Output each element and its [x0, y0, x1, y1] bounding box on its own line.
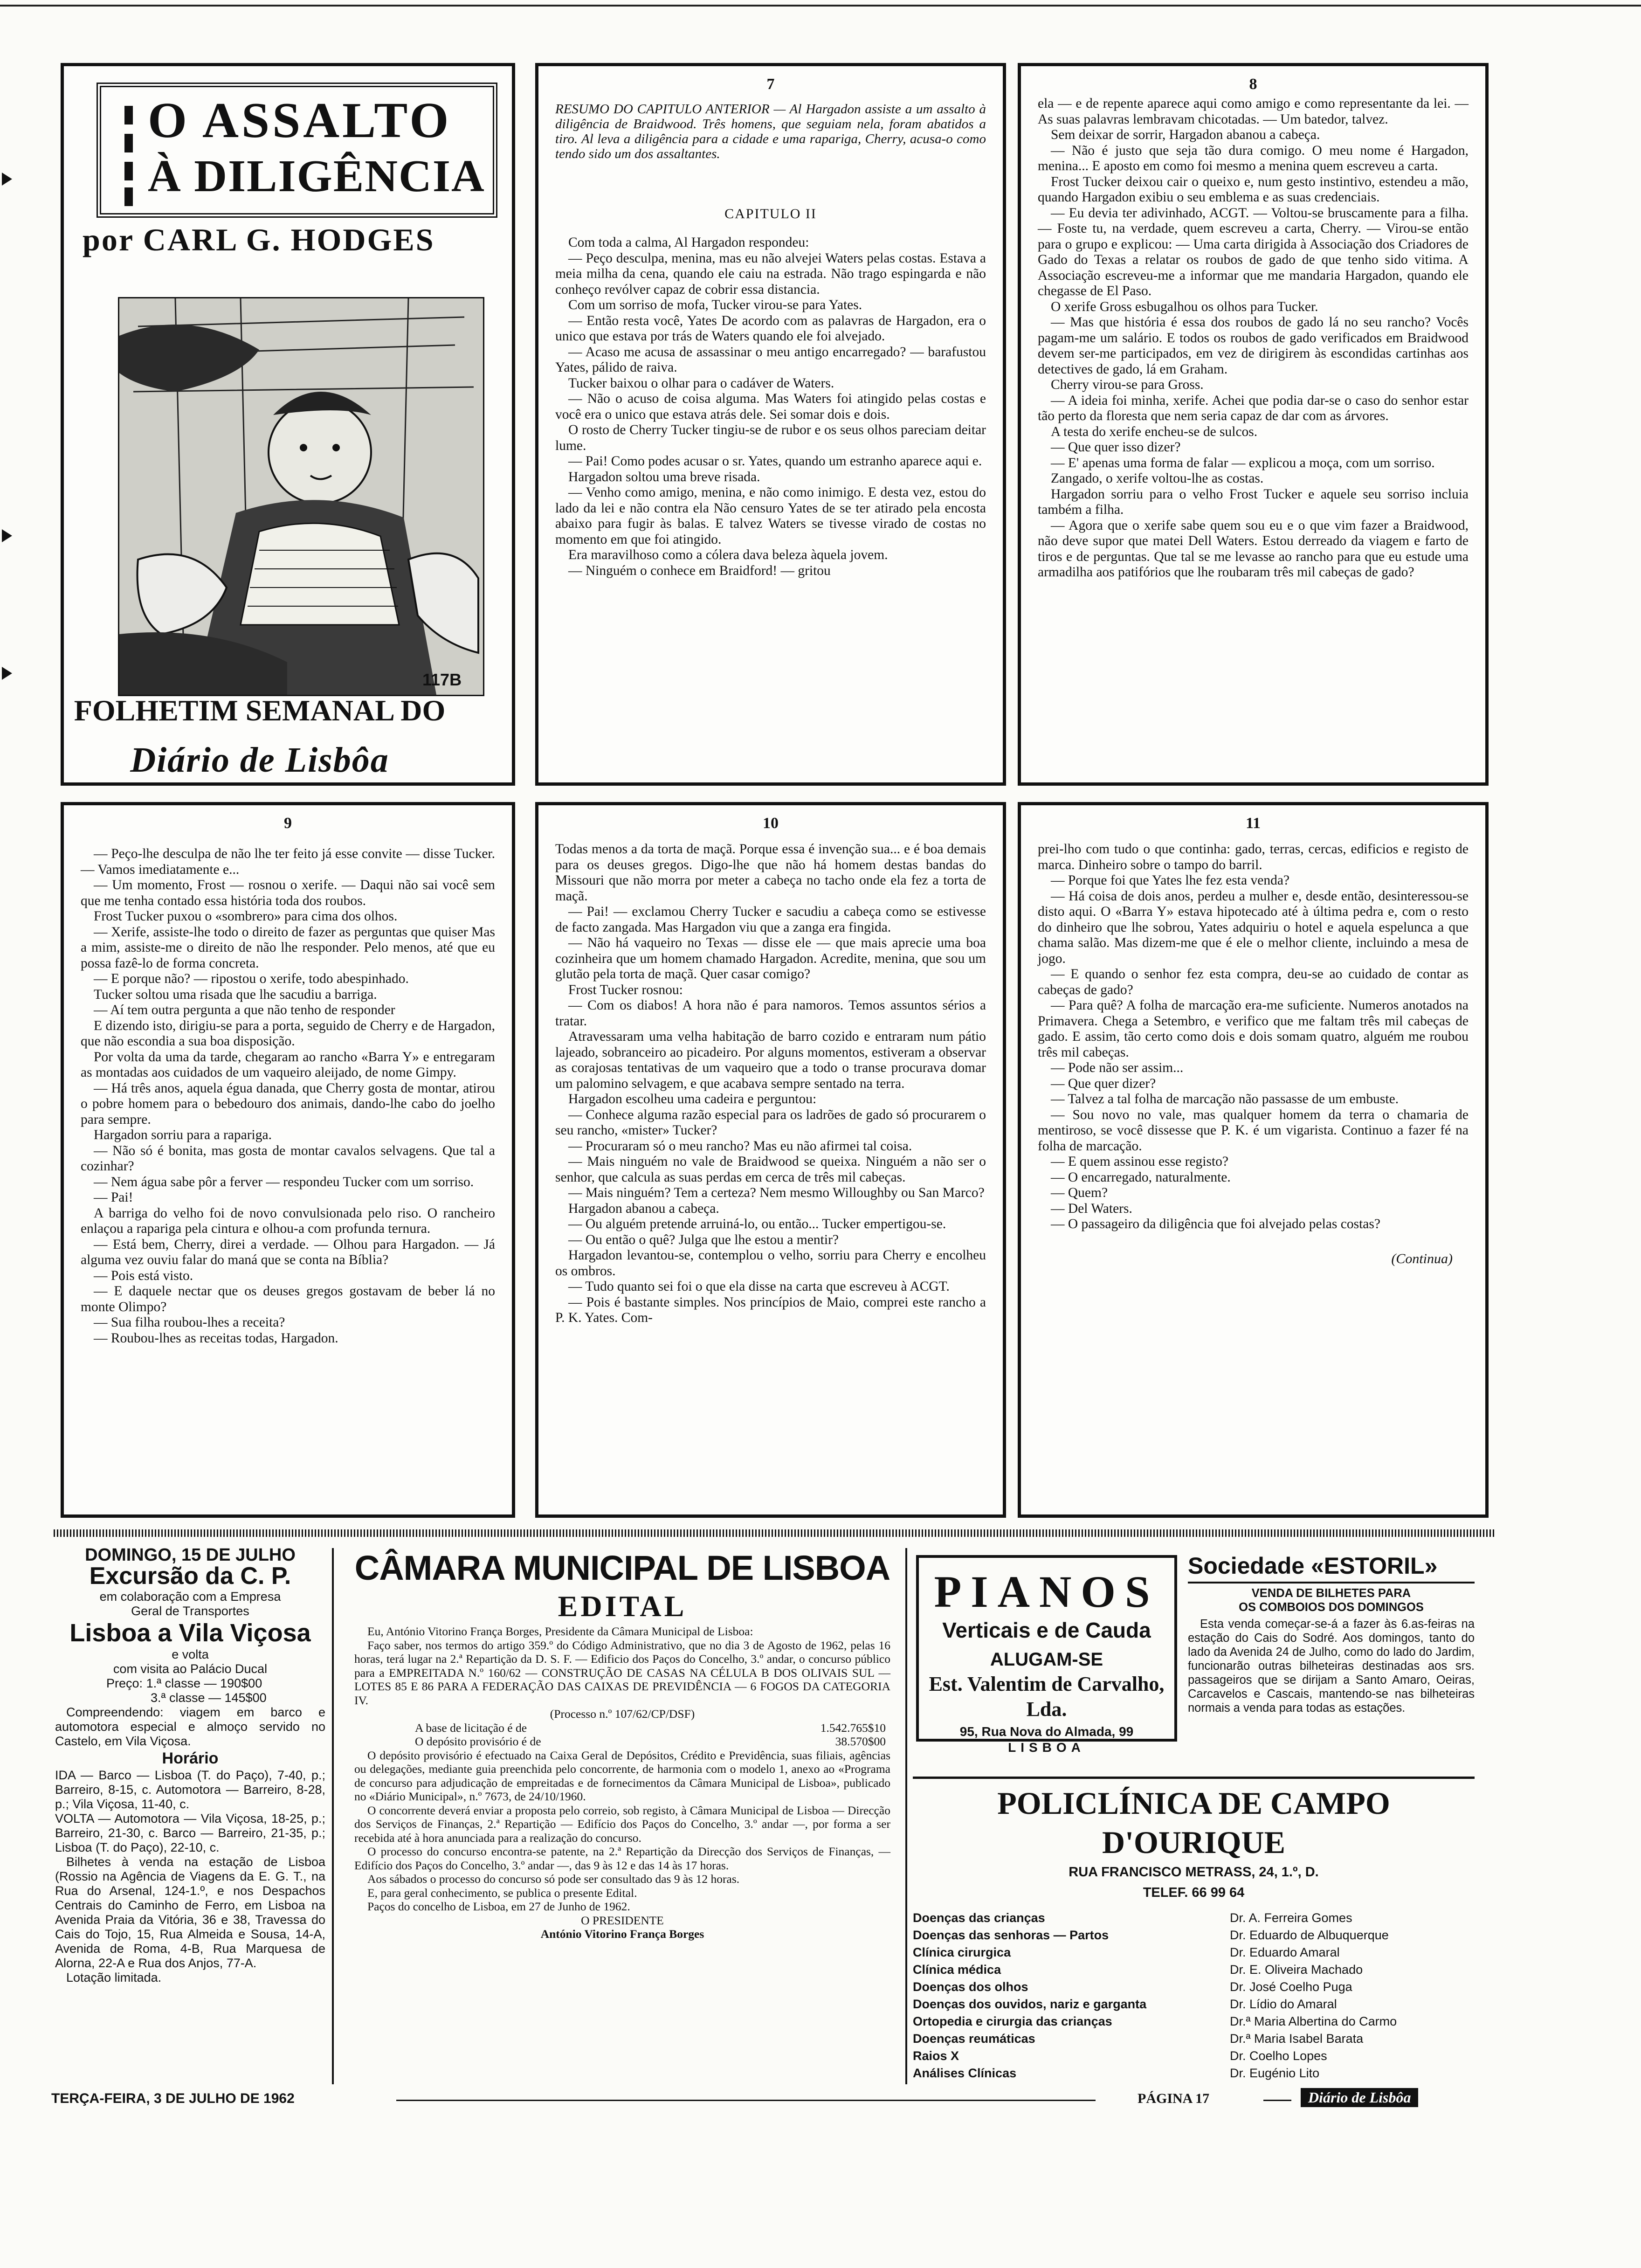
- story-paragraph: — E porque não? — ripostou o xerife, todo abespinhado.: [94, 971, 409, 986]
- story-paragraph: Hargadon sorriu para a rapariga.: [94, 1127, 272, 1142]
- story-paragraph: — Não só é bonita, mas gosta de montar cavalos selvagens. Que tal a cozinhar?: [81, 1143, 495, 1174]
- doctor: Dr.ª Maria Albertina do Carmo: [1230, 2014, 1397, 2028]
- title-bullet: [124, 187, 133, 206]
- story-column: [538, 842, 1003, 1326]
- ad-title: Excursão da C. P.: [89, 1563, 291, 1590]
- story-paragraph: — Pai!: [94, 1190, 133, 1205]
- story-paragraph: — Está bem, Cherry, direi a verdade. — Olhou para Hargadon. — Já alguma vez ouviu falar do maná que se conta na Bíblia?: [81, 1237, 495, 1267]
- top-rule: [0, 0, 1641, 7]
- ad-visit: com visita ao Palácio Ducal: [113, 1662, 268, 1676]
- footer-masthead: Diário de Lisbôa: [1301, 2088, 1418, 2107]
- story-paragraph: — Porque foi que Yates lhe fez esta venda?: [1051, 873, 1290, 888]
- ad-volta: VOLTA — Automotora — Vila Viçosa, 18-25, p.; Barreiro, 21-30, c. Barco — Barreiro, 21-35, p.; Lisboa (T. do Paço), 22-10, c.: [55, 1812, 325, 1854]
- story-paragraph: — Pai! — exclamou Cherry Tucker e sacudiu a cabeça como se estivesse de facto zangada. Mas Hargadon viu que a zanga era fingida.: [555, 904, 986, 935]
- footer-rule: [396, 2100, 1096, 2101]
- story-paragraph: — Roubou-lhes as receitas todas, Hargadon.: [94, 1330, 338, 1346]
- story-paragraph: — Mais ninguém no vale de Braidwood se queixa. Ninguém a não ser o senhor, que calcula as suas perdas em cerca de três mil cabeças.: [555, 1154, 986, 1185]
- registration-mark: [2, 529, 12, 542]
- story-paragraph: — Sou novo no vale, mas qualquer homem da terra o chamaria de mentiroso, se você dissesse que P. K. é um vigarista. Continuo a fazer fé na folha de marcação.: [1038, 1107, 1469, 1154]
- ad-separator: [332, 1548, 334, 2084]
- footer-date: TERÇA-FEIRA, 3 DE JULHO DE 1962: [51, 2091, 295, 2106]
- story-paragraph: — Agora que o xerife sabe quem sou eu e o que vim fazer a Braidwood, não deve supor que matei Dell Waters. Estou derreado da viagem e farto de tiros e de perguntas. Que tal se me levasse ao rancho para que eu estude uma armadilha aos patifórios que lhe roubaram três mil cabeças de gado?: [1038, 518, 1469, 580]
- specialty: Doenças reumáticas: [913, 2032, 1035, 2046]
- specialty: Doenças das senhoras — Partos: [913, 1928, 1109, 1942]
- story-paragraph: — Talvez a tal folha de marcação não passasse de um embuste.: [1051, 1092, 1399, 1106]
- chapter-summary: RESUMO DO CAPITULO ANTERIOR — Al Hargadon assiste a um assalto à diligência de Braidwood. Três homens, que seguiam nela, foram abatidos a tiro. Al leva a diligência para a cidade e uma rapariga, Cherry, acusa-o como tendo sido um dos assaltantes.: [555, 102, 986, 161]
- newspaper-masthead: Diário de Lisbôa: [130, 740, 389, 780]
- story-paragraph: — Peço-lhe desculpa de não lhe ter feito já esse convite — disse Tucker. — Vamos imediatamente e...: [81, 846, 495, 877]
- story-paragraph: Com toda a calma, Al Hargadon respondeu:: [568, 235, 809, 250]
- doctor: Dr. Eduardo Amaral: [1230, 1945, 1340, 1959]
- story-paragraph: — Xerife, assiste-lhe todo o direito de fazer as perguntas que quiser Mas a mim, assiste-me o direito de não lhe responder. Pelo menos, até que eu possa fazê-lo de forma concreta.: [81, 924, 495, 971]
- doctor: Dr. José Coelho Puga: [1230, 1980, 1352, 1994]
- story-paragraph: — Pois está visto.: [94, 1268, 193, 1283]
- estoril-body: Esta venda começar-se-á a fazer às 6.as-feiras na estação do Cais do Sodré. Aos domingos, tanto do lado da Avenida 24 de Julho, como do lado do Jardim, funcionarão outras bilheteiras destinadas aos srs. passageiros que se dirijam a Santo Amaro, Oeiras, Carcavelos e Cascais, mantendo-se nas bilheteiras normais a venda para todas as estações.: [1188, 1618, 1475, 1715]
- specialty: Clínica cirurgica: [913, 1945, 1011, 1959]
- title-bullet: [124, 162, 133, 180]
- ads-divider: [54, 1529, 1494, 1537]
- serial-page-9: [61, 802, 515, 1518]
- pianos-company: Est. Valentim de Carvalho, Lda.: [929, 1673, 1165, 1721]
- pianos-number: 95,: [959, 1724, 978, 1739]
- continua-note: (Continua): [1391, 1251, 1453, 1266]
- page-footer: [51, 2088, 1496, 2111]
- story-paragraph: — Não há vaqueiro no Texas — disse ele — que mais aprecie uma boa cozinheira que um homem chamado Hargadon. Acredite, menina, que sou um glutão pela torta de maçã. Quer casar comigo?: [555, 935, 986, 982]
- story-paragraph: A barriga do velho foi de novo convulsionada pelo riso. O rancheiro enlaçou a rapariga pela cintura e olhou-a com profunda ternura.: [81, 1205, 495, 1236]
- registration-mark: [2, 667, 12, 680]
- ad-sociedade-estoril: [1188, 1552, 1475, 1715]
- page-number: 7: [766, 76, 775, 93]
- folhetim-heading: FOLHETIM SEMANAL DO: [74, 694, 446, 727]
- edital-paragraph: Faço saber, nos termos do artigo 359.º do Código Administrativo, que no dia 3 de Agosto de 1962, pelas 16 horas, terá lugar na 2.ª Repartição da D. S. F. — Edificio dos Paços do Concelho, 3.º andar, o concurso público para a EMPREITADA N.º 160/62 — CONSTRUÇÃO DE CASAS NA CÉLULA B DOS OLIVAIS SUL — LOTES 85 E 86 PARA A FEDERAÇÃO DAS CAIXAS DE PREVIDÊNCIA — 6 FOGOS DA CATEGORIA IV.: [354, 1638, 890, 1707]
- edital-base-value: 1.542.765$10: [820, 1721, 886, 1735]
- story-paragraph: — Não é justo que seja tão dura comigo. O meu nome é Hargadon, menina... E aposto em como foi mesmo a menina quem escreveu a carta.: [1038, 143, 1469, 173]
- ad-camara-municipal: [340, 1548, 904, 1941]
- edital-sign-name: António Vitorino França Borges: [540, 1927, 704, 1941]
- footer-page-number: PÁGINA 17: [1138, 2091, 1210, 2106]
- story-paragraph: — E daquele nectar que os deuses gregos gostavam de beber lá no monte Olimpo?: [81, 1284, 495, 1314]
- story-paragraph: O rosto de Cherry Tucker tingiu-se de rubor e os seus olhos pareciam deitar lume.: [555, 422, 986, 453]
- story-paragraph: — Ninguém o conhece em Braidford! — gritou: [568, 563, 831, 578]
- policlinica-row: [913, 1927, 1475, 1944]
- story-paragraph: — Conhece alguma razão especial para os ladrões de gado só procurarem o seu rancho, «mister» Tucker?: [555, 1107, 986, 1138]
- story-paragraph: Hargadon sorriu para o velho Frost Tucker e aquele seu sorriso incluia também a filha.: [1038, 486, 1469, 517]
- policlinica-row: [913, 2013, 1475, 2030]
- pianos-alugam: ALUGAM-SE: [990, 1649, 1103, 1670]
- story-paragraph: — Sua filha roubou-lhes a receita?: [94, 1315, 285, 1330]
- footer-rule: [1263, 2100, 1291, 2101]
- story-paragraph: — Nem água sabe pôr a ferver — respondeu Tucker com um sorriso.: [94, 1174, 474, 1189]
- story-paragraph: Hargadon levantou-se, contemplou o velho, sorriu para Cherry e encolheu os ombros.: [555, 1248, 986, 1279]
- doctor: Dr. Lídio do Amaral: [1230, 1997, 1337, 2011]
- serial-page-8: [1018, 63, 1489, 786]
- ad-horario-title: Horário: [162, 1749, 219, 1767]
- ad-destination: Lisboa a Vila Viçosa: [69, 1619, 311, 1647]
- story-paragraph: Cherry virou-se para Gross.: [1051, 377, 1204, 392]
- illustration-signature: 117B: [422, 670, 462, 689]
- story-paragraph: Com um sorriso de mofa, Tucker virou-se para Yates.: [568, 297, 862, 312]
- story-paragraph: Frost Tucker deixou cair o queixo e, num gesto instintivo, estendeu a mão, quando Hargadon exibiu o seu emblema e as suas credenciais.: [1038, 174, 1469, 205]
- story-paragraph: Todas menos a da torta de maçã. Porque essa é invenção sua... e é boa demais para os deuses gregos. Digo-lhe que não há homem destas bandas do Missouri que não morra por meter a cabeça no tacho onde ela fez a torta de maçã.: [555, 842, 986, 904]
- specialty: Ortopedia e cirurgia das crianças: [913, 2014, 1112, 2028]
- ad-subtitle: em colaboração com a Empresa: [99, 1590, 281, 1604]
- title-bullet: [124, 134, 133, 152]
- pianos-number: 99: [1119, 1724, 1134, 1739]
- camara-title: CÂMARA MUNICIPAL DE LISBOA: [354, 1549, 890, 1587]
- specialty: Doenças dos olhos: [913, 1980, 1028, 1994]
- author-byline: por CARL G. HODGES: [83, 222, 435, 257]
- story-paragraph: — Pode não ser assim...: [1051, 1060, 1184, 1075]
- edital-paragraph: Aos sábados o processo do concurso só pode ser consultado das 9 às 12 horas.: [367, 1872, 740, 1886]
- story-paragraph: — Pois é bastante simples. Nos princípios de Maio, comprei este rancho a P. K. Yates. Com-: [555, 1294, 986, 1325]
- edital-paragraph: E, para geral conhecimento, se publica o presente Edital.: [367, 1886, 637, 1900]
- serial-illustration: [118, 297, 484, 696]
- edital-paragraph: Paços do concelho de Lisboa, em 27 de Junho de 1962.: [367, 1900, 630, 1913]
- policlinica-title: POLICLÍNICA DE CAMPO D'OURIQUE: [997, 1785, 1390, 1860]
- story-paragraph: Hargadon escolheu uma cadeira e perguntou:: [568, 1092, 817, 1106]
- doctor: Dr. Eduardo de Albuquerque: [1230, 1928, 1389, 1942]
- doctor: Dr. E. Oliveira Machado: [1230, 1963, 1363, 1977]
- story-column: [538, 235, 1003, 579]
- ad-pianos: [916, 1555, 1177, 1755]
- estoril-subtitle: VENDA DE BILHETES PARA: [1251, 1587, 1411, 1600]
- ad-ida: IDA — Barco — Lisboa (T. do Paço), 7-40, p.; Barreiro, 8-15, c. Automotora — Barreiro, 8-28, p.; Vila Viçosa, 11-40, c.: [55, 1768, 325, 1811]
- edital-paragraph: O depósito provisório é efectuado na Caixa Geral de Depósitos, Crédito e Previdência, suas filiais, agências ou delegações, mediante guia preenchida pelo concorrente, de harmonia com o modelo 1, anexo ao «Programa de concurso para adjudicação de empreitadas e de fornecimentos da Câmara Municipal de Lisboa», publicado no «Diário Municipal», n.º 7673, de 24/10/1960.: [354, 1748, 890, 1803]
- story-paragraph: — Eu devia ter adivinhado, ACGT. — Voltou-se bruscamente para a filha. — Foste tu, na verdade, quem escreveu a carta, Cherry. — Virou-se então para o grupo e explicou: — Uma carta dirigida à Associação dos Criadores de Gado do Texas a relatar os roubos de gado de que tenho sido vitima. A Associação escreveu-me a informar que me mandaria Hargadon, quando ele chegasse de El Paso.: [1038, 205, 1469, 298]
- estoril-subtitle: OS COMBOIOS DOS DOMINGOS: [1239, 1601, 1424, 1614]
- policlinica-address: RUA FRANCISCO METRASS, 24, 1.º, D.: [1069, 1865, 1319, 1880]
- policlinica-row: [913, 1996, 1475, 2013]
- story-paragraph: — Não o acuso de coisa alguma. Mas Waters foi atingido pelas costas e você era o unico que estava atrás dele. Sei somar dois e dois.: [555, 391, 986, 422]
- ad-price: 1.ª classe — 190$00: [146, 1676, 262, 1690]
- serial-page-11: [1018, 802, 1489, 1518]
- page-number: 8: [1249, 76, 1257, 93]
- story-column: [64, 846, 512, 1346]
- story-paragraph: Tucker baixou o olhar para o cadáver de Waters.: [568, 375, 834, 391]
- story-paragraph: — Venho como amigo, menina, e não como inimigo. E desta vez, estou do lado da lei e não contra ela Não censuro Yates de se ter atirado pela encosta abaixo para fugir às balas. E talvez Waters se tivesse virado de costas no momento em que foi atingido.: [555, 485, 986, 547]
- story-paragraph: Hargadon soltou uma breve risada.: [568, 469, 760, 484]
- story-paragraph: O xerife Gross esbugalhou os olhos para Tucker.: [1051, 299, 1318, 314]
- edital-paragraph: O concorrente deverá enviar a proposta pelo correio, sob registo, à Câmara Municipal de Lisboa — Direcção dos Serviços de Finanças, 2.ª Repartição — Edifício dos Paços do Concelho, 3.º andar —, por forma a ser recebida até à hora anunciada para a realização do concurso.: [354, 1803, 890, 1845]
- story-paragraph: — E' apenas uma forma de falar — explicou a moça, com um sorriso.: [1051, 455, 1435, 470]
- policlinica-list: [913, 1909, 1475, 2082]
- pianos-street: Rua Nova do Almada,: [981, 1724, 1116, 1739]
- story-paragraph: Frost Tucker rosnou:: [568, 982, 683, 997]
- story-paragraph: Zangado, o xerife voltou-lhe as costas.: [1051, 471, 1264, 486]
- ad-price: 3.ª classe — 145$00: [151, 1691, 267, 1705]
- chapter-heading: CAPITULO II: [724, 206, 817, 221]
- estoril-title: Sociedade «ESTORIL»: [1188, 1552, 1475, 1583]
- serial-title-line1: O ASSALTO: [148, 93, 452, 148]
- policlinica-row: [913, 2065, 1475, 2082]
- story-paragraph: — E quando o senhor fez esta compra, deu-se ao cuidado de contar as cabeças de gado?: [1038, 967, 1469, 997]
- page-number: 9: [284, 815, 292, 832]
- story-paragraph: — Peço desculpa, menina, mas eu não alvejei Waters pelas costas. Estava a meia milha da cena, quando ele caiu na estrada. Não trago espingarda e não conheço revólver capaz de cobrir essa distancia.: [555, 250, 986, 297]
- story-paragraph: — O encarregado, naturalmente.: [1051, 1169, 1231, 1185]
- story-paragraph: — A ideia foi minha, xerife. Achei que podia dar-se o caso do senhor estar tão perto da floresta que nem seria capaz de dar com as árvores.: [1038, 393, 1469, 423]
- title-frame: [97, 83, 497, 218]
- story-paragraph: — Procuraram só o meu rancho? Mas eu não afirmei tal coisa.: [568, 1138, 912, 1154]
- edital-processo: (Processo n.º 107/62/CP/DSF): [550, 1707, 695, 1721]
- serial-page-7: [535, 63, 1006, 786]
- pianos-subtitle: Verticais e de Cauda: [942, 1618, 1151, 1642]
- story-paragraph: — Para quê? A folha de marcação era-me suficiente. Numeros anotados na Primavera. Chega a Setembro, e verifico que me faltam três mil cabeças de gado. E assim, tão certo como dois e dois somam quatro, alguém me roubou três mil cabeças.: [1038, 998, 1469, 1060]
- ad-bilhetes: Bilhetes à venda na estação de Lisboa (Rossio na Agência de Viagens da E. G. T., na Rua do Arsenal, 124-1.º, e nos Despachos Centrais do Caminho de Ferro, em Lisboa na Avenida Praia da Vitória, 36 e 38, Travessa do Cais do Tojo, 15, Rua Almeida e Sousa, 14-A, Avenida de Roma, 4-B, Rua Marquesa de Alorna, 22-A e Rua dos Anjos, 77-A.: [55, 1855, 325, 1970]
- page-number: 11: [1245, 815, 1261, 832]
- ad-lotacao: Lotação limitada.: [66, 1971, 162, 1984]
- edital-heading: EDITAL: [558, 1590, 687, 1623]
- story-paragraph: — Ou alguém pretende arruiná-lo, ou então... Tucker empertigou-se.: [568, 1217, 946, 1231]
- story-paragraph: — Um momento, Frost — rosnou o xerife. — Daqui não sai você sem que me tenha contado essa história toda dos roubos.: [81, 878, 495, 908]
- specialty: Clínica médica: [913, 1963, 1001, 1977]
- page-number: 10: [763, 815, 779, 832]
- story-paragraph: prei-lho com tudo o que continha: gado, terras, cercas, edificios e registo de marca. Dinheiro sobre o tampo do barril.: [1038, 842, 1469, 872]
- story-paragraph: — Aí tem outra pergunta a que não tenho de responder: [94, 1003, 395, 1017]
- ad-excursao-cp: [55, 1545, 325, 1985]
- policlinica-row: [913, 1909, 1475, 1927]
- edital-paragraph: O processo do concurso encontra-se patente, na 2.ª Repartição da Direcção dos Serviços de Finanças, — Edifício dos Paços do Concelho, 3.º andar —, das 9 às 12 e das 14 às 17 horas.: [354, 1845, 890, 1872]
- ad-subtitle: Geral de Transportes: [131, 1604, 249, 1618]
- specialty: Doenças das crianças: [913, 1911, 1045, 1925]
- ad-separator: [905, 1548, 907, 2084]
- specialty: Doenças dos ouvidos, nariz e garganta: [913, 1997, 1147, 2011]
- story-paragraph: — Quem?: [1051, 1185, 1108, 1200]
- policlinica-row: [913, 2047, 1475, 2065]
- pianos-city: LISBOA: [1008, 1740, 1085, 1755]
- story-paragraph: A testa do xerife encheu-se de sulcos.: [1051, 424, 1258, 439]
- story-column: [1021, 842, 1485, 1232]
- story-paragraph: Hargadon abanou a cabeça.: [568, 1201, 719, 1216]
- story-paragraph: — Que quer isso dizer?: [1051, 440, 1181, 455]
- policlinica-telefone: TELEF. 66 99 64: [1143, 1885, 1245, 1900]
- ad-return: e volta: [172, 1647, 209, 1661]
- doctor: Dr. Coelho Lopes: [1230, 2049, 1327, 2063]
- story-paragraph: — Mais ninguém? Tem a certeza? Nem mesmo Willoughby ou San Marco?: [568, 1185, 985, 1200]
- story-paragraph: — E quem assinou esse registo?: [1051, 1154, 1228, 1169]
- policlinica-row: [913, 1978, 1475, 1996]
- specialty: Análises Clínicas: [913, 2066, 1017, 2080]
- story-paragraph: — O passageiro da diligência que foi alvejado pelas costas?: [1051, 1217, 1380, 1231]
- story-paragraph: — Acaso me acusa de assassinar o meu antigo encarregado? — barafustou Yates, pálido de raiva.: [555, 344, 986, 375]
- story-paragraph: — Com os diabos! A hora não é para namoros. Temos assuntos sérios a tratar.: [555, 998, 986, 1029]
- policlinica-row: [913, 1944, 1475, 1961]
- story-paragraph: — Del Waters.: [1051, 1201, 1132, 1216]
- story-paragraph: E dizendo isto, dirigiu-se para a porta, seguido de Cherry e de Hargadon, que não escondia a sua boa disposição.: [81, 1018, 495, 1049]
- title-panel: [61, 63, 515, 786]
- title-bullet: [124, 106, 133, 124]
- story-paragraph: Atravessaram uma velha habitação de barro cozido e entraram num pátio lajeado, sobranceiro ao picadeiro. Por alguns momentos, estiveram a observar as corajosas tentativas de um vaqueiro que a todo o transe procurava domar um palomino selvagem, e que acabava sempre sentado na terra.: [555, 1029, 986, 1091]
- specialty: Raios X: [913, 2049, 959, 2063]
- doctor: Dr.ª Maria Isabel Barata: [1230, 2032, 1364, 2046]
- story-paragraph: — Tudo quanto sei foi o que ela disse na carta que escreveu à ACGT.: [568, 1279, 950, 1294]
- story-paragraph: Tucker soltou uma risada que lhe sacudiu a barriga.: [94, 987, 377, 1002]
- story-paragraph: — Há três anos, aquela égua danada, que Cherry gosta de montar, atirou o pobre homem para o bebedouro dos animais, dando-lhe cabo do joelho para sempre.: [81, 1080, 495, 1127]
- pianos-title: PIANOS: [934, 1567, 1159, 1617]
- registration-mark: [2, 173, 12, 186]
- ad-date: DOMINGO, 15 DE JULHO: [85, 1545, 296, 1565]
- story-paragraph: — Ou então o quê? Julga que lhe estou a mentir?: [568, 1232, 839, 1247]
- ad-body: Compreendendo: viagem em barco e automotora especial e almoço servido no Castelo, em Vila Viçosa.: [55, 1705, 325, 1748]
- story-column: [1021, 96, 1485, 581]
- doctor: Dr. Eugénio Lito: [1230, 2066, 1320, 2080]
- story-paragraph: — Mas que história é essa dos roubos de gado lá no seu rancho? Vocês pagam-me um salário. E todos os roubos de gado verificados em Braidwood devem ser-me participados, em vez de dirigirem às escondidas cartinhas aos detectives de gado, lá em Graham.: [1038, 315, 1469, 377]
- story-paragraph: — Há coisa de dois anos, perdeu a mulher e, desde então, desinteressou-se disto aqui. O «Barra Y» estava hipotecado até à última pedra e, com o resto do dinheiro que lhe sobrou, Yates adquiriu o hotel e aquela espelunca a que chama salão. Mas dizem-me que é ele o melhor cliente, incluindo a mesa de jogo.: [1038, 888, 1469, 966]
- story-paragraph: — Pai! Como podes acusar o sr. Yates, quando um estranho aparece aqui e.: [568, 454, 982, 469]
- edital-sign-title: O PRESIDENTE: [581, 1913, 664, 1927]
- story-paragraph: Era maravilhoso como a cólera dava beleza àquela jovem.: [568, 547, 888, 562]
- ad-policlinica: [913, 1777, 1475, 2082]
- story-paragraph: Frost Tucker puxou o «sombrero» para cima dos olhos.: [94, 909, 398, 924]
- edital-paragraph: Eu, António Vitorino França Borges, Presidente da Câmara Municipal de Lisboa:: [367, 1625, 753, 1638]
- story-paragraph: — Que quer dizer?: [1051, 1076, 1156, 1091]
- policlinica-row: [913, 1961, 1475, 1978]
- edital-deposito-label: O depósito provisório é de: [415, 1735, 541, 1748]
- serial-page-10: [535, 802, 1006, 1518]
- story-paragraph: — Então resta você, Yates De acordo com as palavras de Hargadon, era o unico que estava por trás de Waters quando ele foi alvejado.: [555, 313, 986, 344]
- story-paragraph: Por volta da uma da tarde, chegaram ao rancho «Barra Y» e entregaram as montadas aos cuidados de um vaqueiro aleijado, de nome Gimpy.: [81, 1049, 495, 1080]
- edital-base-label: A base de licitação é de: [415, 1721, 527, 1735]
- serial-title-line2: À DILIGÊNCIA: [148, 151, 485, 201]
- story-paragraph: ela — e de repente aparece aqui como amigo e como representante da lei. — As suas palavras lembravam chicotadas. — Um batedor, talvez.: [1038, 96, 1469, 127]
- edital-deposito-value: 38.570$00: [835, 1735, 886, 1748]
- policlinica-row: [913, 2030, 1475, 2047]
- story-paragraph: Sem deixar de sorrir, Hargadon abanou a cabeça.: [1051, 127, 1320, 142]
- ad-price-label: Preço:: [106, 1676, 143, 1690]
- doctor: Dr. A. Ferreira Gomes: [1230, 1911, 1352, 1925]
